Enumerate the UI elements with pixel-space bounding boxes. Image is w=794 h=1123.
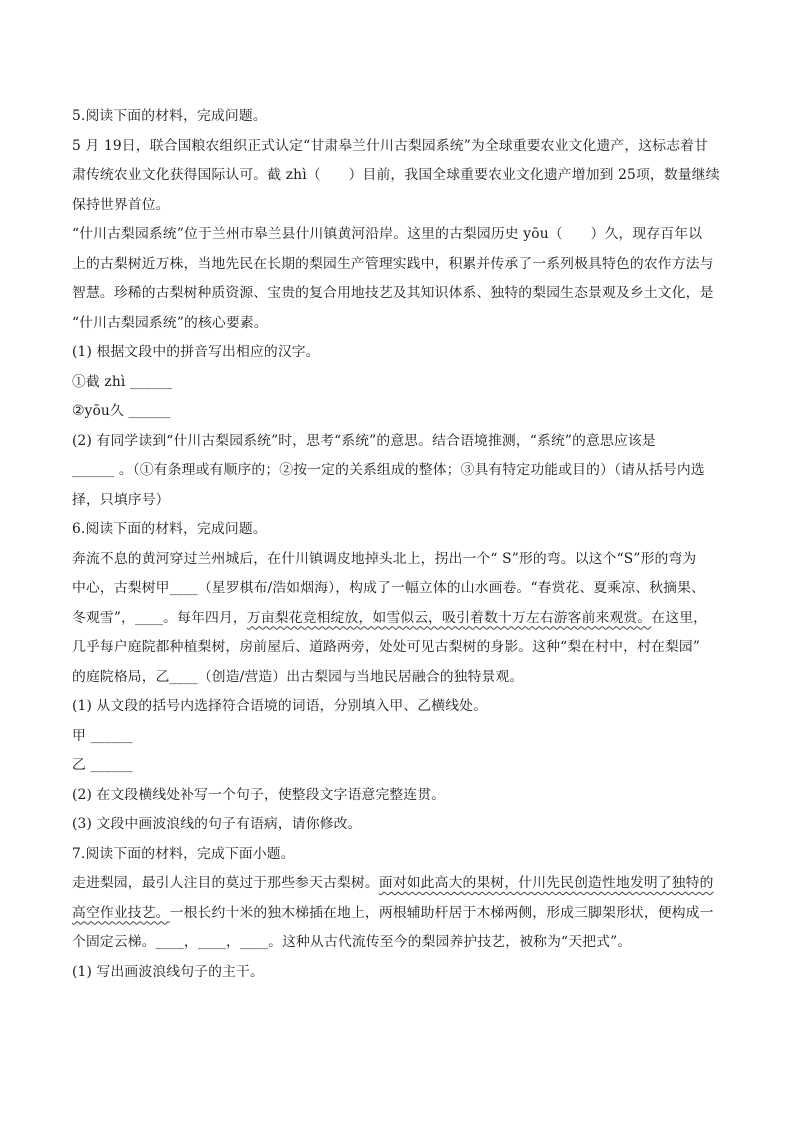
q7-para-line1 <box>72 869 724 899</box>
document-page <box>72 102 724 987</box>
q6-blank-jia: 甲 ______ <box>72 727 133 744</box>
q7-para-line3: 个固定云梯。____，____，____。这种从古代流传至今的梨园养护技艺，被称为“天把式”。 <box>72 934 632 950</box>
q5-para2-line4: “什川古梨园系统”的核心要素。 <box>72 314 268 331</box>
q5-blank2: ②yōu久 ______ <box>72 403 171 419</box>
q6-para-line3-lead: 冬观雪”，____。每年四月， <box>72 609 247 626</box>
q5-title: 5.阅读下面的材料，完成问题。 <box>72 108 267 124</box>
q6-sub3: (3) 文段中画波浪线的句子有语病，请你修改。 <box>72 816 362 832</box>
q7-line2-rest: 一根长约十米的独木梯插在地上，两根辅助杆居于木梯两侧，形成三脚架形状，便构成一 <box>169 904 714 921</box>
q7-sub1: (1) 写出画波浪线句子的主干。 <box>72 963 264 980</box>
q6-sub2: (2) 在文段横线处补写一个句子，使整段文字语意完整连贯。 <box>72 786 446 803</box>
q5-para2-line2: 上的古梨树近万株，当地先民在长期的梨园生产管理实践中，积累并传承了一系列极具特色的农作方法与 <box>72 255 714 272</box>
q7-wavy-sentence-part2: 高空作业技艺。 <box>72 904 170 921</box>
q5-sub1: (1) 根据文段中的拼音写出相应的汉字。 <box>72 344 320 360</box>
q5-para1-line3: 保持世界首位。 <box>72 196 170 213</box>
q6-blank-yi: 乙 ______ <box>72 757 133 773</box>
q6-para-line3 <box>72 604 724 634</box>
q5-sub2-line1: (2) 有同学读到“什川古梨园系统”时，思考“系统”的意思。结合语境推测，“系统”的意思应该是 <box>72 432 656 449</box>
q7-wavy-sentence-part1: 面对如此高大的果树，什川先民创造性地发明了独特的 <box>378 875 714 891</box>
q6-para-line2: 中心，古梨树甲____（星罗棋布/浩如烟海），构成了一幅立体的山水画卷。“春赏花、夏乘凉、秋摘果、 <box>72 580 706 596</box>
q6-para-line3-tail: 在这里， <box>651 609 708 626</box>
q5-sub2-line3: 择，只填序号） <box>72 491 170 508</box>
q6-title: 6.阅读下面的材料，完成问题。 <box>72 521 267 537</box>
q7-para-line2 <box>72 899 724 929</box>
q6-para-line5: 的庭院格局，乙____（创造/营造）出古梨园与当地民居融合的独特景观。 <box>72 668 524 685</box>
q6-para-line4: 几乎每户庭院都种植梨树，房前屋后、道路两旁，处处可见古梨树的身影。这种“梨在村中，村在梨园” <box>72 639 701 655</box>
q7-title: 7.阅读下面的材料，完成下面小题。 <box>72 845 295 862</box>
q5-sub2-line2: ______ 。（①有条理或有顺序的；②按一定的关系组成的整体；③具有特定功能或目的）（请从括号内选 <box>72 462 705 478</box>
q5-para1-line2: 肃传统农业文化获得国际认可。截 zhì（ ）目前，我国全球重要农业文化遗产增加到 25项，数量继续 <box>72 167 720 183</box>
q5-blank1: ①截 zhì ______ <box>72 373 173 390</box>
q6-sub1: (1) 从文段的括号内选择符合语境的词语，分别填入甲、乙横线处。 <box>72 698 488 714</box>
q5-para2-line1: “什川古梨园系统”位于兰州市皋兰县什川镇黄河沿岸。这里的古梨园历史 yōu（ ）久，现存百年以 <box>72 226 703 242</box>
q6-wavy-sentence: 万亩梨花竞相绽放，如雪似云，吸引着数十万左右游客前来观赏。 <box>246 609 652 626</box>
q6-para-line1: 奔流不息的黄河穿过兰州城后，在什川镇调皮地掉头北上，拐出一个“ S”形的弯。以这个“S”形的弯为 <box>72 550 697 567</box>
q5-para1-line1: 5 月 19日，联合国粮农组织正式认定“甘肃皋兰什川古梨园系统”为全球重要农业文化遗产，这标志着甘 <box>72 137 709 154</box>
q7-line1-lead: 走进梨园，最引人注目的莫过于那些参天古梨树。 <box>72 875 379 891</box>
q5-para2-line3: 智慧。珍稀的古梨树种质资源、宝贵的复合用地技艺及其知识体系、独特的梨园生态景观及乡土文化，是 <box>72 285 714 301</box>
